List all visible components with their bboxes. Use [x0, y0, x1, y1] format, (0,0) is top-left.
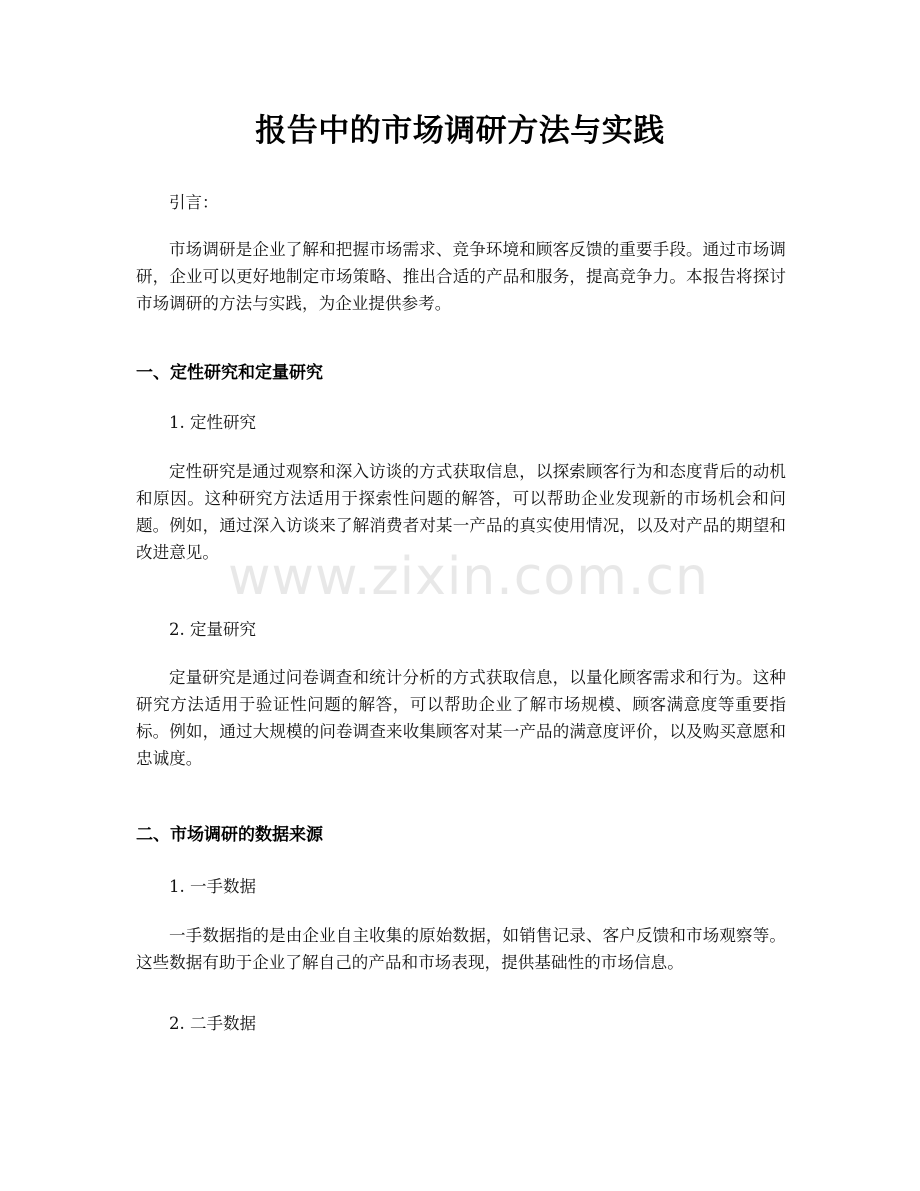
subsection-label-1-1: 1. 定性研究: [169, 413, 256, 432]
section-heading-1: 一、定性研究和定量研究: [136, 363, 323, 383]
section-heading-2: 二、市场调研的数据来源: [136, 825, 323, 845]
subsection-label-2-1: 1. 一手数据: [169, 877, 256, 896]
watermark-text: www.zixin.com.cn: [228, 547, 709, 607]
document-title: 报告中的市场调研方法与实践: [255, 113, 665, 149]
subsection-label-2-2: 2. 二手数据: [169, 1014, 256, 1033]
intro-paragraph: 市场调研是企业了解和把握市场需求、竞争环境和顾客反馈的重要手段。通过市场调研，企业可以更好地制定市场策略、推出合适的产品和服务，提高竞争力。本报告将探讨市场调研的方法与实践，为企业提供参考。: [136, 240, 786, 313]
subsection-paragraph-2-1: 一手数据指的是由企业自主收集的原始数据，如销售记录、客户反馈和市场观察等。这些数据有助于企业了解自己的产品和市场表现，提供基础性的市场信息。: [136, 926, 786, 972]
subsection-paragraph-1-1: 定性研究是通过观察和深入访谈的方式获取信息，以探索顾客行为和态度背后的动机和原因。这种研究方法适用于探索性问题的解答，可以帮助企业发现新的市场机会和问题。例如，通过深入访谈来了解消费者对某一产品的真实使用情况，以及对产品的期望和改进意见。: [136, 462, 786, 562]
subsection-label-1-2: 2. 定量研究: [169, 620, 256, 639]
subsection-paragraph-1-2: 定量研究是通过问卷调查和统计分析的方式获取信息，以量化顾客需求和行为。这种研究方法适用于验证性问题的解答，可以帮助企业了解市场规模、顾客满意度等重要指标。例如，通过大规模的问卷调查来收集顾客对某一产品的满意度评价，以及购买意愿和忠诚度。: [136, 668, 786, 768]
intro-label: 引言：: [169, 193, 219, 212]
